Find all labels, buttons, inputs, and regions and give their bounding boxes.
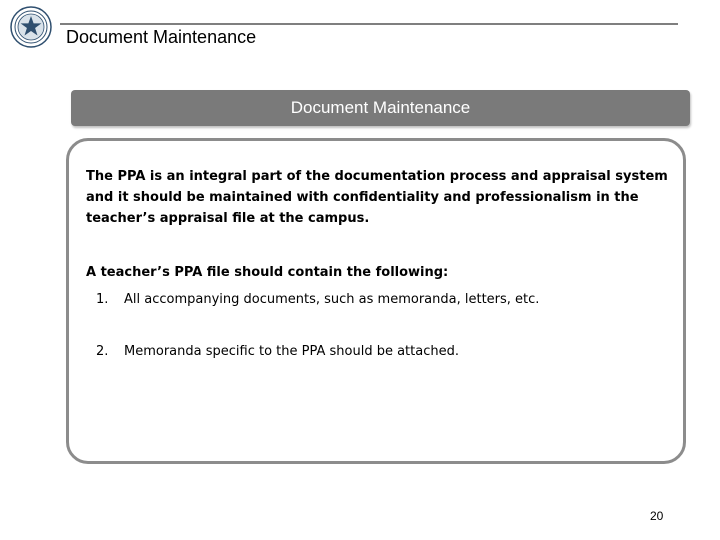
section-banner: Document Maintenance <box>71 90 690 126</box>
header-rule <box>60 23 678 25</box>
list-item-number: 2. <box>96 344 109 359</box>
state-seal-icon <box>10 6 52 48</box>
list-item-text: All accompanying documents, such as memoranda, letters, etc. <box>124 292 540 307</box>
intro-paragraph: The PPA is an integral part of the documentation process and appraisal system and it should be maintained with confidentiality and professionalism in the teacher’s appraisal file at the campus. <box>86 169 668 226</box>
list-heading: A teacher’s PPA file should contain the following: <box>86 265 449 280</box>
list-item-number: 1. <box>96 292 109 307</box>
header-title: Document Maintenance <box>66 27 257 47</box>
list-item-text: Memoranda specific to the PPA should be attached. <box>124 344 459 359</box>
list-item <box>96 341 459 362</box>
page-number: 20 <box>650 509 664 523</box>
list-item <box>96 289 539 310</box>
